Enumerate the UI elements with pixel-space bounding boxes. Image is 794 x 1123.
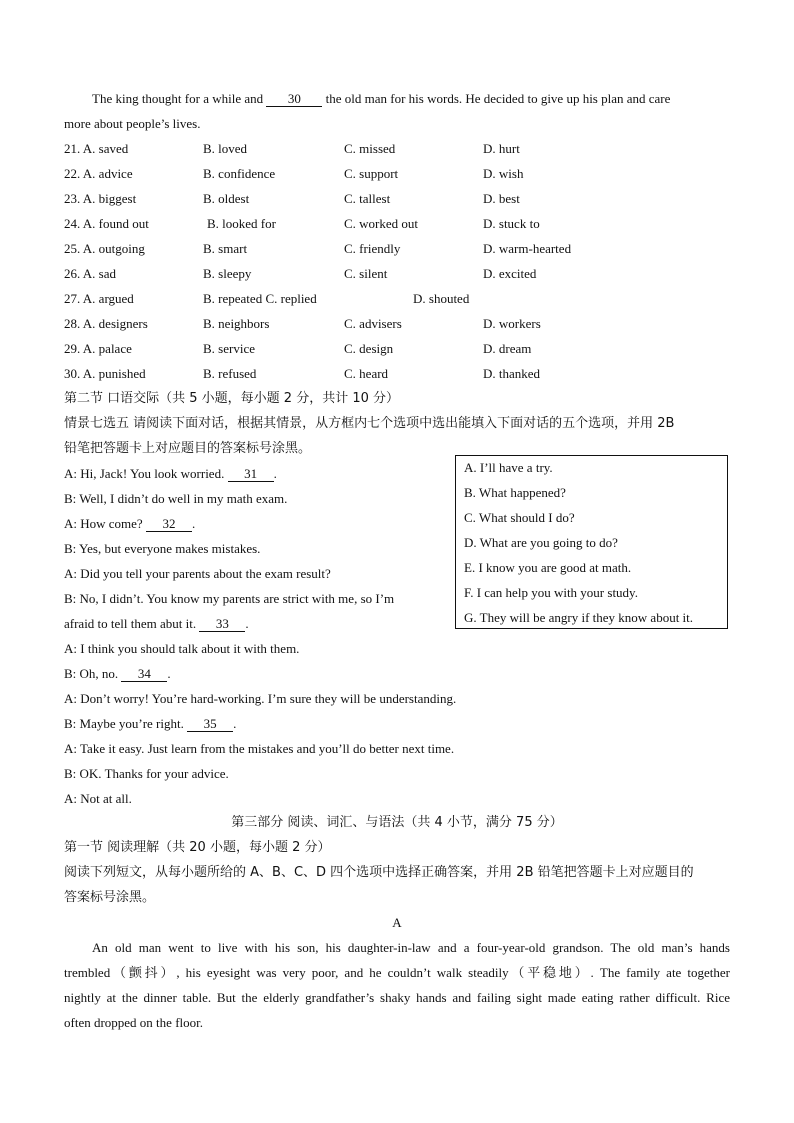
dialogue-text: A: Did you tell your parents about the exam result? bbox=[64, 566, 331, 581]
dialogue-line bbox=[64, 540, 260, 558]
answer-blank: 31 bbox=[228, 466, 274, 482]
option-b: B. loved bbox=[203, 141, 248, 156]
option-d: D. warm-hearted bbox=[483, 241, 572, 256]
option-b: B. confidence bbox=[203, 166, 276, 181]
intro-text-before: The king thought for a while and bbox=[92, 91, 264, 106]
answer-blank: 32 bbox=[146, 516, 192, 532]
section2-instruction-2: 铅笔把答题卡上对应题目的答案标号涂黑。 bbox=[64, 441, 312, 456]
dialogue-punct: . bbox=[167, 666, 171, 681]
option-b: B. neighbors bbox=[203, 316, 270, 331]
passage-line: An old man went to live with his son, his daughter-in-law and a four-year-old grandson. The old man’s hands bbox=[92, 940, 730, 955]
part3-instruction-1: 阅读下列短文，从每小题所给的 A、B、C、D 四个选项中选择正确答案，并用 2B 铅笔把答题卡上对应题目的 bbox=[64, 865, 694, 880]
choice-item: D. What are you going to do? bbox=[464, 535, 618, 550]
option-c: C. tallest bbox=[344, 191, 391, 206]
choice-item: C. What should I do? bbox=[464, 510, 575, 525]
option-a: 28. A. designers bbox=[64, 316, 148, 331]
option-c: C. support bbox=[344, 166, 399, 181]
intro-text-after: the old man for his words. He decided to give up his plan and care bbox=[325, 91, 671, 106]
dialogue-text: A: Take it easy. Just learn from the mistakes and you’ll do better next time. bbox=[64, 741, 455, 756]
dialogue-text: A: Hi, Jack! You look worried. bbox=[64, 466, 225, 481]
section2-heading: 第二节 口语交际（共 5 小题，每小题 2 分，共计 10 分） bbox=[64, 391, 400, 406]
dialogue-line bbox=[64, 465, 277, 483]
dialogue-text: A: Not at all. bbox=[64, 791, 132, 806]
dialogue-text: B: Yes, but everyone makes mistakes. bbox=[64, 541, 261, 556]
dialogue-punct: . bbox=[233, 716, 237, 731]
dialogue-text: B: No, I didn’t. You know my parents are strict with me, so I’m bbox=[64, 591, 395, 606]
option-a: 30. A. punished bbox=[64, 366, 146, 381]
dialogue-line bbox=[64, 715, 236, 733]
dialogue-line bbox=[64, 665, 171, 683]
dialogue-punct: . bbox=[191, 516, 196, 531]
choice-item: A. I’ll have a try. bbox=[464, 460, 553, 475]
option-c: C. design bbox=[344, 341, 394, 356]
part3-subheading: 第一节 阅读理解（共 20 小题，每小题 2 分） bbox=[64, 840, 331, 855]
option-d: D. hurt bbox=[483, 141, 520, 156]
option-d: D. stuck to bbox=[483, 216, 540, 231]
option-d: D. wish bbox=[483, 166, 524, 181]
option-a: 22. A. advice bbox=[64, 166, 133, 181]
dialogue-punct: . bbox=[273, 466, 277, 481]
passage-line: trembled（颤抖）, his eyesight was very poor, and he couldn’t walk steadily（平稳地）. The family ate together bbox=[64, 965, 730, 980]
option-a: 23. A. biggest bbox=[64, 191, 137, 206]
option-b: B. refused bbox=[203, 366, 257, 381]
option-d: D. workers bbox=[483, 316, 541, 331]
answer-blank: 35 bbox=[187, 716, 233, 732]
dialogue-line bbox=[64, 565, 331, 583]
dialogue-text: A: I think you should talk about it with them. bbox=[64, 641, 300, 656]
blank-30: 30 bbox=[266, 91, 322, 107]
option-b: B. smart bbox=[203, 241, 248, 256]
dialogue-line bbox=[64, 765, 229, 783]
dialogue-line bbox=[64, 615, 249, 633]
dialogue-line bbox=[64, 690, 456, 708]
answer-blank: 33 bbox=[199, 616, 245, 632]
option-c: C. friendly bbox=[344, 241, 401, 256]
option-a: 21. A. saved bbox=[64, 141, 129, 156]
option-d: D. thanked bbox=[483, 366, 541, 381]
dialogue-line bbox=[64, 790, 132, 808]
dialogue-text: B: OK. Thanks for your advice. bbox=[64, 766, 229, 781]
intro-line-1 bbox=[92, 90, 730, 108]
part3-instruction-2: 答案标号涂黑。 bbox=[64, 890, 156, 905]
option-c: C. worked out bbox=[344, 216, 419, 231]
option-a: 29. A. palace bbox=[64, 341, 132, 356]
option-d: D. excited bbox=[483, 266, 537, 281]
passage-line: nightly at the dinner table. But the elderly grandfather’s shaky hands and failing sight made eating rather difficult. Rice bbox=[64, 990, 730, 1005]
option-d: D. shouted bbox=[413, 291, 470, 306]
answer-blank: 34 bbox=[121, 666, 167, 682]
option-c: C. silent bbox=[344, 266, 388, 281]
dialogue-text: B: Oh, no. bbox=[64, 666, 119, 681]
dialogue-text: afraid to tell them abut it. bbox=[64, 616, 197, 631]
option-b: B. repeated C. replied bbox=[203, 291, 317, 306]
choices-box bbox=[455, 455, 728, 629]
passage-line: often dropped on the floor. bbox=[64, 1015, 203, 1030]
option-a: 27. A. argued bbox=[64, 291, 134, 306]
dialogue-text: B: Well, I didn’t do well in my math exam. bbox=[64, 491, 288, 506]
option-c: C. advisers bbox=[344, 316, 402, 331]
choice-item: F. I can help you with your study. bbox=[464, 585, 638, 600]
option-d: D. best bbox=[483, 191, 520, 206]
dialogue-line bbox=[64, 490, 287, 508]
option-c: C. heard bbox=[344, 366, 389, 381]
dialogue-punct: . bbox=[245, 616, 249, 631]
dialogue-line bbox=[64, 515, 195, 533]
dialogue-line bbox=[64, 590, 394, 608]
dialogue-text: A: How come? bbox=[64, 516, 143, 531]
option-a: 25. A. outgoing bbox=[64, 241, 145, 256]
dialogue-line bbox=[64, 740, 454, 758]
intro-line-2: more about people’s lives. bbox=[64, 116, 201, 131]
option-b: B. service bbox=[203, 341, 255, 356]
dialogue-text: B: Maybe you’re right. bbox=[64, 716, 184, 731]
choice-item: B. What happened? bbox=[464, 485, 566, 500]
part3-heading: 第三部分 阅读、词汇、与语法（共 4 小节，满分 75 分） bbox=[231, 815, 563, 830]
option-c: C. missed bbox=[344, 141, 396, 156]
option-b: B. looked for bbox=[207, 216, 276, 231]
option-a: 26. A. sad bbox=[64, 266, 116, 281]
option-b: B. oldest bbox=[203, 191, 250, 206]
passage-letter: A bbox=[392, 915, 402, 930]
choice-item: G. They will be angry if they know about it. bbox=[464, 610, 694, 625]
dialogue-text: A: Don’t worry! You’re hard-working. I’m sure they will be understanding. bbox=[64, 691, 457, 706]
option-a: 24. A. found out bbox=[64, 216, 149, 231]
section2-instruction-1: 情景七选五 请阅读下面对话，根据其情景，从方框内七个选项中选出能填入下面对话的五个选项，并用 2B bbox=[64, 416, 675, 431]
dialogue-line bbox=[64, 640, 299, 658]
option-b: B. sleepy bbox=[203, 266, 252, 281]
choice-item: E. I know you are good at math. bbox=[464, 560, 632, 575]
option-d: D. dream bbox=[483, 341, 532, 356]
